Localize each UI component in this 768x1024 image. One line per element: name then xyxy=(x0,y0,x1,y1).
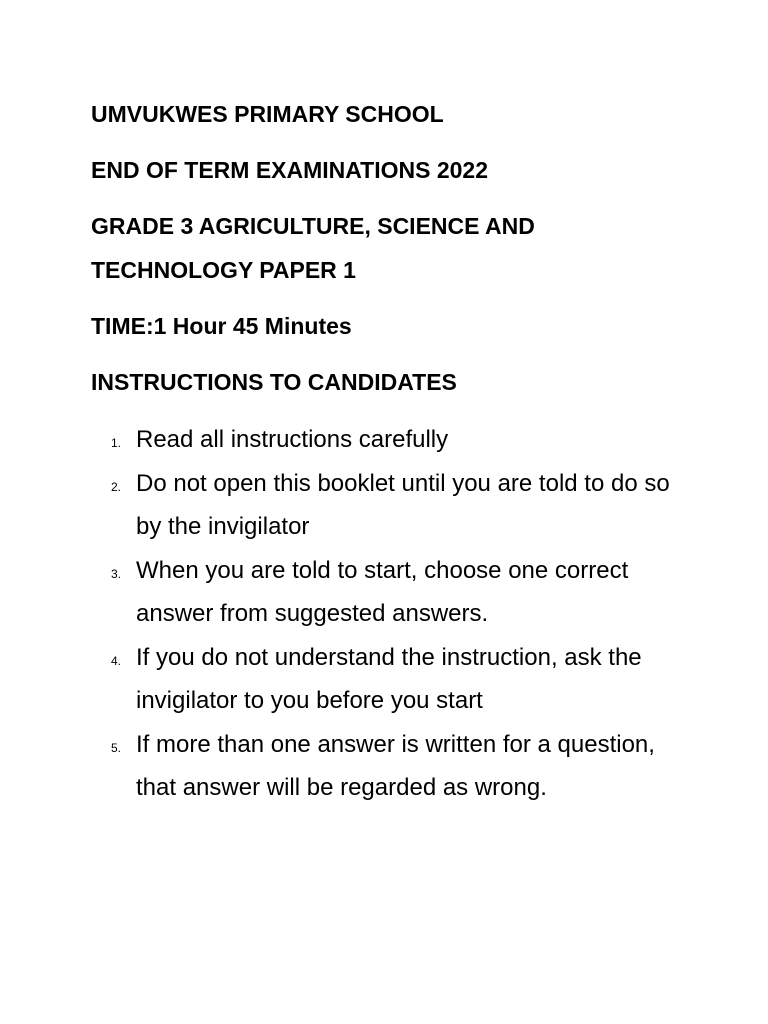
school-name: UMVUKWES PRIMARY SCHOOL xyxy=(91,101,444,127)
instruction-number: 4. xyxy=(111,653,122,668)
instructions-list xyxy=(91,418,691,810)
instruction-text: If more than one answer is written for a question, that answer will be regarded as wrong. xyxy=(136,730,655,801)
instruction-number: 3. xyxy=(111,566,122,581)
instruction-text: Read all instructions carefully xyxy=(136,426,449,453)
instruction-text: When you are told to start, choose one correct answer from suggested answers. xyxy=(136,556,629,627)
exam-time: TIME:1 Hour 45 Minutes xyxy=(91,313,352,339)
exam-title: END OF TERM EXAMINATIONS 2022 xyxy=(91,157,489,183)
instruction-item xyxy=(91,462,691,549)
instruction-item xyxy=(91,723,691,810)
instruction-number: 1. xyxy=(111,436,122,450)
instruction-item xyxy=(91,549,691,636)
instruction-text: Do not open this booklet until you are told to do so by the invigilator xyxy=(136,469,670,540)
instructions-title: INSTRUCTIONS TO CANDIDATES xyxy=(91,369,457,395)
instruction-item xyxy=(91,636,691,723)
instruction-number: 5. xyxy=(111,740,122,755)
instruction-item xyxy=(91,418,691,462)
instruction-text: If you do not understand the instruction, ask the invigilator to you before you start xyxy=(136,643,642,714)
instruction-number: 2. xyxy=(111,479,122,494)
paper-subject: GRADE 3 AGRICULTURE, SCIENCE AND TECHNOLOGY PAPER 1 xyxy=(91,213,535,283)
